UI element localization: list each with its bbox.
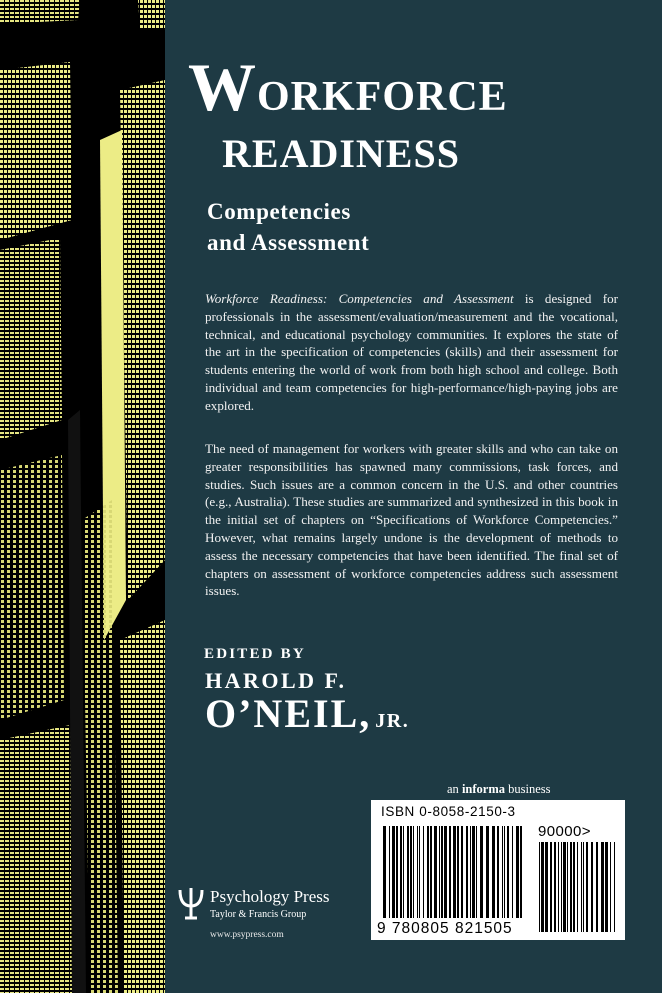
barcode-bar: [554, 842, 556, 932]
ean-barcode-bars: [383, 826, 522, 918]
barcode-bar: [403, 826, 404, 918]
barcode-bar: [430, 826, 432, 918]
description-paragraph-1: [205, 290, 618, 415]
barcode-bar: [596, 842, 598, 932]
barcode-bar: [512, 826, 513, 918]
barcode-bar: [466, 826, 468, 918]
barcode-bar: [427, 826, 429, 918]
barcode-bar: [507, 826, 509, 918]
barcode-bar: [502, 826, 503, 918]
addon-barcode-bars: [539, 842, 615, 932]
barcode-icon: [371, 800, 625, 940]
subtitle: [207, 196, 369, 258]
barcode-bar: [601, 842, 604, 932]
informa-prefix: an: [447, 782, 462, 796]
informa-brand: informa: [461, 782, 505, 796]
title-line-2: READINESS: [222, 131, 460, 176]
barcode-bar: [504, 826, 505, 918]
ean-digits: 9 780805 821505: [377, 920, 513, 937]
barcode-bar: [461, 826, 463, 918]
barcode-bar: [497, 826, 499, 918]
barcode-bar: [470, 826, 471, 918]
barcode-bar: [441, 826, 443, 918]
barcode-bar: [476, 826, 477, 918]
informa-suffix: business: [505, 782, 551, 796]
description-paragraph-2: The need of management for workers with greater skills and who can take on greater responsibilities has spawned many commissions, task forces, and studies. Such issues are a common concern in the U.S. and other countries (e.g., Australia). These studies are summarized and synthesized in this book in the initial set of chapters on “Specifications of Workforce Competencies.” However, what remains largely undone is the development of methods to assess the necessary competencies that have been identified. The final set of chapters on assessment of workforce competencies address such assessment issues.: [205, 441, 618, 599]
title-rest: ORKFORCE: [257, 74, 508, 120]
barcode-bar: [561, 842, 562, 932]
cover-artwork: [0, 0, 165, 993]
barcode-bar: [423, 826, 424, 918]
barcode-bar: [472, 826, 475, 918]
barcode-bar: [610, 842, 611, 932]
informa-tagline: [447, 782, 551, 797]
barcode-bar: [419, 826, 420, 918]
barcode-bar: [444, 826, 447, 918]
barcode-bar: [563, 842, 566, 932]
barcode-block: [371, 800, 625, 940]
skyscraper-illustration: [0, 0, 165, 993]
book-title-italic: Workforce Readiness: Competencies and Assessment: [205, 291, 514, 306]
barcode-bar: [434, 826, 437, 918]
barcode-bar: [520, 826, 522, 918]
barcode-bar: [605, 842, 608, 932]
barcode-bar: [383, 826, 386, 918]
barcode-bar: [453, 826, 456, 918]
title-line-1: [188, 48, 508, 127]
publisher-url: www.psypress.com: [210, 930, 284, 940]
barcode-bar: [413, 826, 414, 918]
barcode-bar: [550, 842, 552, 932]
publisher-name: Psychology Press: [210, 887, 330, 906]
barcode-bar: [558, 842, 559, 932]
barcode-bar: [410, 826, 412, 918]
description-p1-text: is designed for professionals in the assessment/evaluation/measurement and the vocational, technical, and educational psychology communities. It explores the state of the art in the specification of competencies (skills) and their assessment for students entering the world of work from both high school and college. Both individual and team competencies for high-performance/high-paying jobs are explored.: [205, 291, 618, 413]
barcode-bar: [581, 842, 582, 932]
edited-by-label: EDITED BY: [204, 646, 306, 662]
barcode-bar: [539, 842, 540, 932]
barcode-bar: [396, 826, 398, 918]
barcode-bar: [586, 842, 588, 932]
barcode-bar: [577, 842, 578, 932]
barcode-bar: [583, 842, 584, 932]
barcode-bar: [492, 826, 495, 918]
barcode-bar: [480, 826, 483, 918]
barcode-addon: 90000>: [538, 823, 591, 840]
barcode-bar: [400, 826, 402, 918]
barcode-bar: [614, 842, 615, 932]
title-initial: W: [188, 49, 257, 125]
barcode-bar: [591, 842, 593, 932]
editor-last-name: [205, 690, 409, 737]
barcode-bar: [570, 842, 572, 932]
barcode-bar: [417, 826, 418, 918]
barcode-bar: [516, 826, 519, 918]
barcode-bar: [392, 826, 395, 918]
subtitle-line-1: Competencies: [207, 199, 351, 224]
editor-first-name: HAROLD F.: [205, 668, 347, 693]
barcode-bar: [449, 826, 451, 918]
barcode-bar: [389, 826, 390, 918]
subtitle-line-2: and Assessment: [207, 230, 370, 255]
isbn-label: ISBN 0-8058-2150-3: [381, 804, 516, 819]
barcode-bar: [545, 842, 548, 932]
publisher-group: Taylor & Francis Group: [210, 909, 307, 920]
editor-surname: O’NEIL,: [205, 691, 372, 736]
barcode-bar: [486, 826, 489, 918]
psychology-press-logo-icon: [177, 886, 205, 920]
barcode-bar: [573, 842, 575, 932]
barcode-bar: [567, 842, 568, 932]
barcode-bar: [457, 826, 459, 918]
editor-suffix: JR.: [375, 710, 410, 732]
barcode-bar: [407, 826, 409, 918]
barcode-bar: [439, 826, 440, 918]
barcode-bar: [541, 842, 544, 932]
